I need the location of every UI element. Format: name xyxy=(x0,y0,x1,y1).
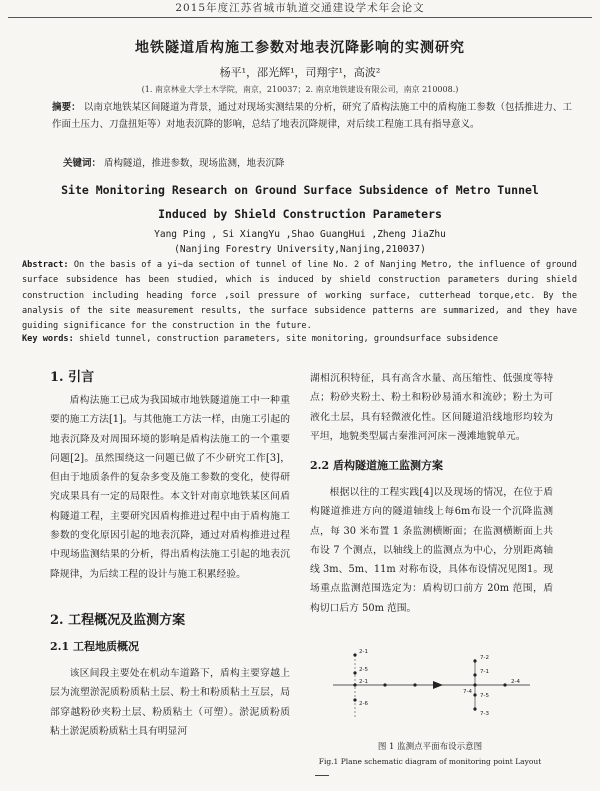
section-2-2-title: 2.2 盾构隧道施工监测方案 xyxy=(310,459,443,472)
monitoring-point xyxy=(473,673,476,676)
section-1-paragraph: 盾构法施工已成为我国城市地铁隧道施工中一种重要的施工方法[1]。与其他施工方法一样，由施工引起的地表沉降及对周围环境的影响是盾构法施工的一个重要问题[2]。虽然围绕这一问题已做了不少研究工作[3]，但由于地质条件的复杂多变及施工参数的变化，使得研究成果具有一定的局限性。本文针对南京地铁某区间盾构隧道工程，主要研究因盾构推进过程中由于盾构施工参数的变化原因引起的地表沉降，通过对盾构推进过程中现场监测结果的分析，得出盾构法施工引起的地表沉降规律，为后续工程的设计与施工积累经验。 xyxy=(50,395,290,580)
monitoring-point xyxy=(353,653,356,656)
abstract-text-en: On the basis of a yi~da section of tunnel of line No. 2 of Nanjing Metro, the influence of ground surface subsidence has been studied, which is induced by shield construction parameters during shield construction including heading force ,soil pressure of working surface, cutterhead torque,etc. By the analysis of the site measurement results, the surface subsidence patterns are summarized, and they have guiding significance for the construction in the future. xyxy=(22,260,577,332)
monitoring-point xyxy=(413,683,416,686)
keywords-label-en: Key words: xyxy=(22,334,74,344)
paper-title-en-line1: Site Monitoring Research on Ground Surface Subsidence of Metro Tunnel xyxy=(61,183,539,197)
figure-label: 2-6 xyxy=(359,701,368,707)
figure-label: 7-4 xyxy=(463,689,472,695)
abstract-text-cn: 以南京地铁某区间隧道为背景，通过对现场实测结果的分析，研究了盾构法施工中的盾构施工参数（包括推进力、工作面土压力、刀盘扭矩等）对地表沉降的影响，总结了地表沉降规律，对后续工程施工具有指导意义。 xyxy=(52,102,572,130)
section-1-title: 1. 引言 xyxy=(50,370,95,385)
keywords-cn xyxy=(63,155,563,169)
monitoring-point xyxy=(353,698,356,701)
figure-label: 7-5 xyxy=(480,693,489,699)
abstract-label-en: Abstract: xyxy=(22,260,69,270)
section-2-title: 2. 工程概况及监测方案 xyxy=(50,613,186,628)
figure-label: 2-4 xyxy=(511,679,520,685)
monitoring-point xyxy=(353,683,356,686)
monitoring-point xyxy=(473,659,476,662)
geology-continued-paragraph: 湖相沉积特征，具有高含水量、高压缩性、低强度等特点；粉砂夹粉土、粉土和粉砂易涌水和流砂；粉土为可液化土层，具有轻微液化性。区间隧道沿线地形均较为平坦，地貌类型属古秦淮河河床－漫滩地貌单元。 xyxy=(310,373,553,442)
paper-title-en xyxy=(0,178,600,226)
keywords-en xyxy=(22,334,582,344)
section-2-1-paragraph: 该区间段主要处在机动车道路下，盾构主要穿越上层为流塑淤泥质粉质粘土层、粉土和粉质粘土互层，局部穿越粉砂夹粉土层、粉质粘土（可塑）。淤泥质粉质粘土淤泥质粉质粘土具有明显河 xyxy=(50,668,290,737)
keywords-label-cn: 关键词： xyxy=(63,158,102,169)
monitoring-point xyxy=(473,683,476,686)
monitoring-point xyxy=(383,683,386,686)
section-2-2-paragraph: 根据以往的工程实践[4]以及现场的情况，在位于盾构隧道推进方向的隧道轴线上每6m布设一个沉降监测点，每 30 米布置 1 条监测横断面；在监测横断面上共布设 7 个测点，以轴线上的监测点为中心，分别距离轴线 3m、5m、11m 对称布设，具体布设情况见图1。现场重点监测范围选定为：盾构切口前方 20m 范围，盾构切口后方 50m 范围。 xyxy=(310,487,553,614)
abstract-en xyxy=(22,258,577,334)
monitoring-point xyxy=(473,707,476,710)
advance-direction-arrow-icon xyxy=(433,681,443,689)
monitoring-layout-figure xyxy=(315,645,547,725)
monitoring-point xyxy=(473,693,476,696)
affiliation-en: (Nanjing Forestry University,Nanjing,210037) xyxy=(174,244,426,255)
authors-en: Yang Ping , Si XiangYu ,Shao GuangHui ,Zheng JiaZhu xyxy=(154,229,446,240)
figure-label: 2-1 xyxy=(359,649,368,655)
abstract-cn xyxy=(52,100,572,133)
abstract-label-cn: 摘要： xyxy=(52,102,81,113)
figure-label: 2-1 xyxy=(359,679,368,685)
authors-cn: 杨平¹，邵光辉¹，司翔宇¹，高波² xyxy=(219,66,381,79)
conference-header: 2015年度江苏省城市轨道交通建设学术年会论文 xyxy=(175,2,425,14)
figure-label: 7-1 xyxy=(480,669,489,675)
paper-title-en-line2: Induced by Shield Construction Parameters xyxy=(158,207,442,221)
figure-label: 2-5 xyxy=(359,667,368,673)
keywords-text-cn: 盾构隧道，推进参数，现场监测，地表沉降 xyxy=(104,158,285,169)
figure-label: 7-3 xyxy=(480,711,489,717)
affiliation-cn: (1. 南京林业大学土木学院，南京，210037；2. 南京地铁建设有限公司，南京 210008.) xyxy=(141,85,459,94)
section-2-1-title: 2.1 工程地质概况 xyxy=(50,640,139,653)
monitoring-point xyxy=(353,671,356,674)
figure-caption-en: Fig.1 Plane schematic diagram of monitoring point Layout xyxy=(318,757,542,766)
header-divider xyxy=(8,17,592,18)
figure-label: 7-2 xyxy=(480,655,489,661)
figure-caption-cn: 图 1 监测点平面布设示意图 xyxy=(377,742,483,752)
paper-title-cn: 地铁隧道盾构施工参数对地表沉降影响的实测研究 xyxy=(135,40,465,56)
keywords-text-en: shield tunnel, construction parameters, site monitoring, groundsurface subsidence xyxy=(78,334,499,344)
monitoring-point xyxy=(503,683,506,686)
footnote-divider xyxy=(315,775,329,776)
